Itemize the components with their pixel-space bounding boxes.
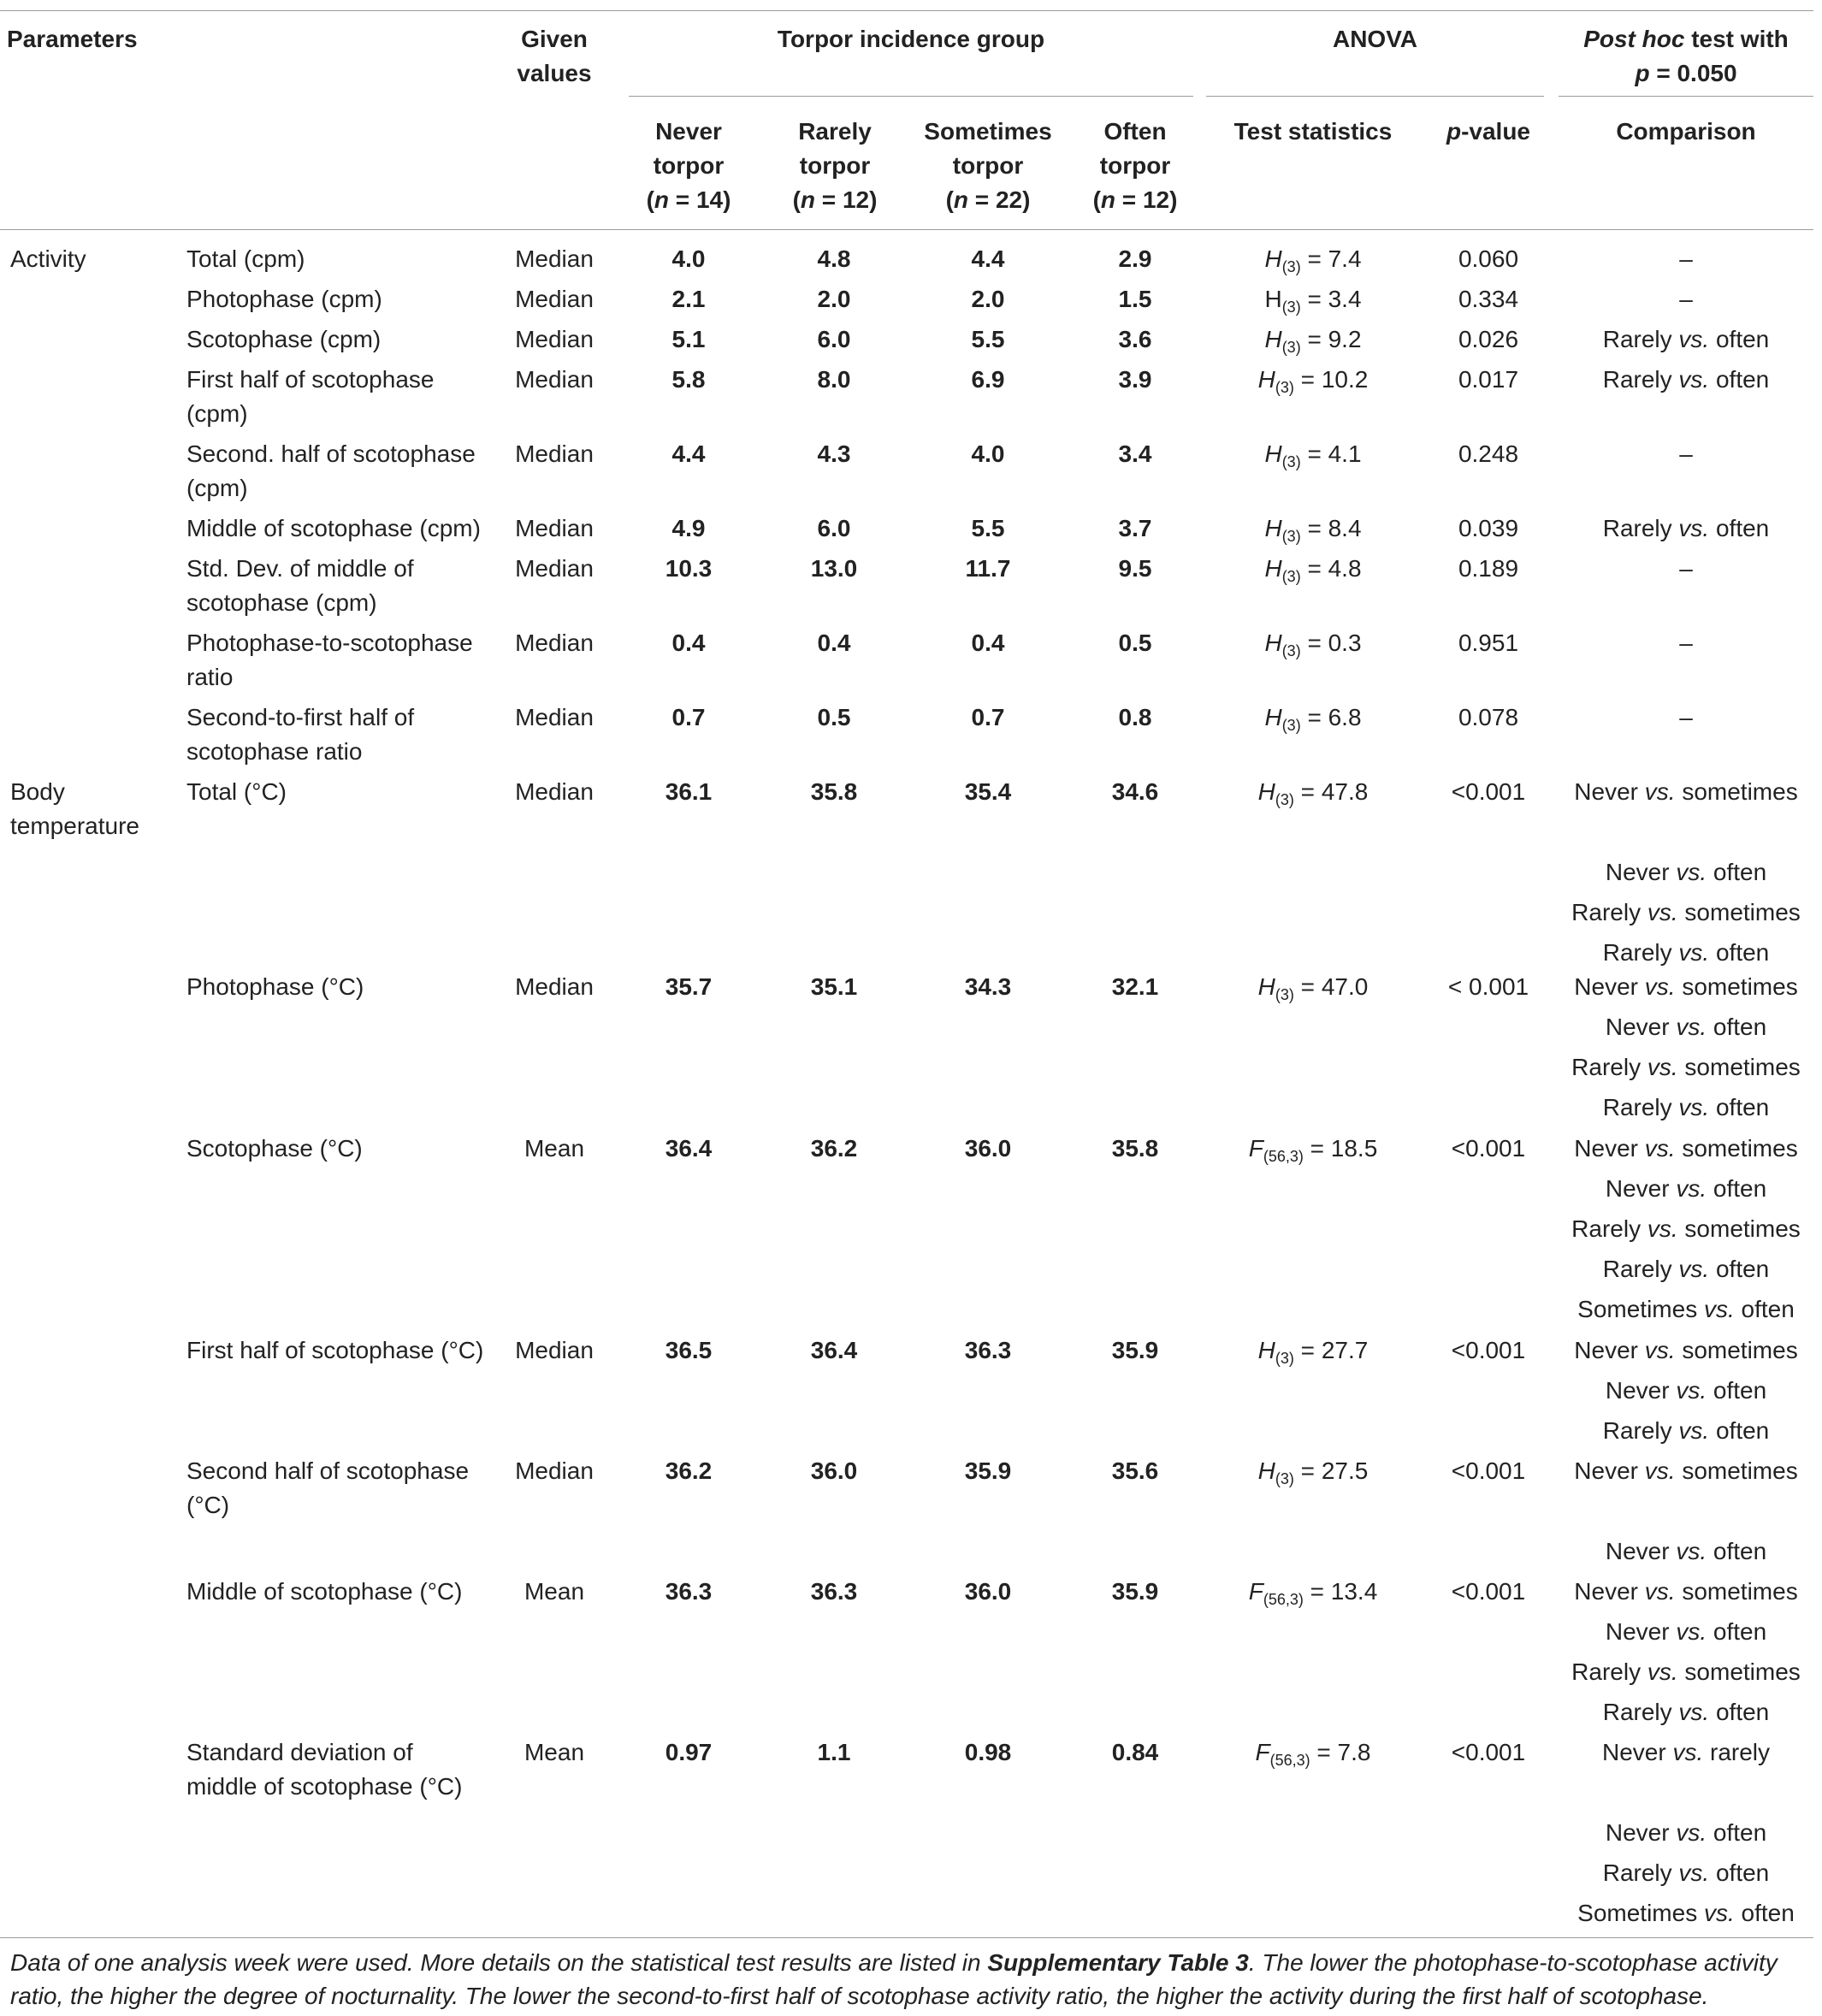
- p-value: <0.001: [1451, 1135, 1526, 1162]
- group-value: 4.9: [671, 515, 706, 541]
- comparison: Never vs. sometimes: [1574, 1337, 1798, 1363]
- comparison: Rarely vs. often: [1602, 1699, 1770, 1725]
- comparison: –: [1679, 245, 1693, 272]
- bottom-rule: [0, 1937, 1813, 1938]
- header-parameters: Parameters: [7, 26, 138, 52]
- parameter-name: [186, 626, 473, 695]
- parameter-line: (°C): [186, 1492, 230, 1518]
- test-statistic: $H_{(3)} = 27.5$: [1257, 1457, 1369, 1487]
- parameter-line: Standard deviation of: [186, 1739, 413, 1765]
- p-value: 0.189: [1458, 555, 1519, 582]
- given-value: Mean: [524, 1135, 585, 1162]
- group-value: 13.0: [810, 555, 858, 582]
- group-value: 4.8: [817, 245, 851, 272]
- parameter-name: [186, 1575, 462, 1609]
- test-statistic: $H_{(3)} = 8.4$: [1264, 515, 1362, 545]
- header-often: [1075, 115, 1195, 217]
- comparison: Never vs. sometimes: [1574, 1135, 1798, 1162]
- p-value: <0.001: [1451, 778, 1526, 805]
- test-statistic: $H_{(3)} = 47.8$: [1257, 778, 1369, 808]
- parameter-name: [186, 242, 305, 276]
- parameter-line: Total (°C): [186, 778, 287, 805]
- group-value: 36.2: [665, 1457, 713, 1484]
- comparison: Never vs. often: [1605, 1014, 1767, 1040]
- comparison: Rarely vs. sometimes: [1571, 1054, 1801, 1080]
- group-rule-posthoc: [1559, 96, 1813, 97]
- table-footnote: [10, 1946, 1815, 2013]
- group-value: 35.8: [1111, 1135, 1159, 1162]
- parameter-line: First half of scotophase (°C): [186, 1337, 484, 1363]
- comparison: Rarely vs. sometimes: [1571, 899, 1801, 925]
- header-post-hoc-p: p: [1635, 60, 1650, 86]
- footnote-link[interactable]: Supplementary Table 3: [987, 1949, 1249, 1976]
- parameter-name: [186, 970, 364, 1004]
- group-value: 6.0: [817, 515, 851, 541]
- group-value: 0.98: [964, 1739, 1012, 1765]
- group-value: 4.4: [671, 440, 706, 467]
- header-sometimes-n: (n = 22): [945, 186, 1031, 213]
- header-never-n: (n = 14): [646, 186, 731, 213]
- group-value: 4.0: [971, 440, 1005, 467]
- header-rarely-l1: Rarely: [798, 118, 872, 145]
- group-value: 3.7: [1118, 515, 1152, 541]
- parameter-line: Photophase-to-scotophase: [186, 630, 473, 656]
- comparison: Never vs. sometimes: [1574, 973, 1798, 1000]
- comparison: –: [1679, 630, 1693, 656]
- p-value: 0.039: [1458, 515, 1519, 541]
- group-value: 11.7: [965, 555, 1011, 582]
- group-value: 6.0: [817, 326, 851, 352]
- given-value: Median: [515, 326, 594, 352]
- parameter-line: Second half of scotophase: [186, 1457, 470, 1484]
- group-value: 36.3: [810, 1578, 858, 1605]
- header-rarely-n: (n = 12): [792, 186, 878, 213]
- header-post-hoc-p-rest: = 0.050: [1649, 60, 1737, 86]
- header-sometimes-l2: torpor: [952, 152, 1024, 179]
- group-value: 34.3: [964, 973, 1012, 1000]
- parameter-name: [186, 552, 414, 620]
- group-value: 35.9: [964, 1457, 1012, 1484]
- given-value: Median: [515, 555, 594, 582]
- test-statistic: $F_{(56,3)} = 13.4$: [1248, 1578, 1378, 1608]
- parameter-line: Scotophase (°C): [186, 1135, 363, 1162]
- group-value: 4.3: [817, 440, 851, 467]
- group-value: 0.4: [817, 630, 851, 656]
- comparison: Rarely vs. sometimes: [1571, 1215, 1801, 1242]
- group-value: 0.97: [665, 1739, 713, 1765]
- header-never-l1: Never: [655, 118, 722, 145]
- group-value: 3.9: [1118, 366, 1152, 393]
- given-value: Median: [515, 366, 594, 393]
- parameter-line: Middle of scotophase (°C): [186, 1578, 463, 1605]
- p-value: < 0.001: [1447, 973, 1529, 1000]
- p-value: <0.001: [1451, 1337, 1526, 1363]
- group-value: 35.6: [1111, 1457, 1159, 1484]
- comparison: Sometimes vs. often: [1577, 1900, 1795, 1926]
- top-rule: [0, 10, 1813, 11]
- test-statistic: $H_{(3)} = 3.4$: [1264, 286, 1362, 316]
- parameter-line: Total (cpm): [186, 245, 305, 272]
- parameter-line: Std. Dev. of middle of: [186, 555, 414, 582]
- test-statistic: $F_{(56,3)} = 7.8$: [1255, 1739, 1371, 1769]
- group-value: 35.9: [1111, 1578, 1159, 1605]
- group-value: 36.5: [665, 1337, 713, 1363]
- group-value: 35.8: [810, 778, 858, 805]
- group-value: 9.5: [1118, 555, 1152, 582]
- parameter-name: [186, 1454, 469, 1522]
- given-value: Median: [515, 1337, 594, 1363]
- group-value: 10.3: [665, 555, 713, 582]
- group-value: 4.0: [671, 245, 706, 272]
- comparison: Never vs. often: [1605, 1538, 1767, 1564]
- group-value: 35.1: [810, 973, 858, 1000]
- parameter-name: [186, 437, 476, 505]
- comparison: –: [1679, 704, 1693, 730]
- parameter-line: First half of scotophase: [186, 366, 435, 393]
- header-comparison: Comparison: [1616, 118, 1756, 145]
- header-post-hoc-italic: Post hoc: [1583, 26, 1685, 52]
- parameter-line: (cpm): [186, 475, 248, 501]
- group-value: 2.0: [817, 286, 851, 312]
- comparison: Sometimes vs. often: [1577, 1296, 1795, 1322]
- group-value: 36.2: [810, 1135, 858, 1162]
- group-label: Body temperature: [10, 778, 139, 839]
- test-statistic: $H_{(3)} = 47.0$: [1257, 973, 1369, 1003]
- parameter-line: scotophase ratio: [186, 738, 363, 765]
- group-value: 0.4: [671, 630, 706, 656]
- comparison: Rarely vs. sometimes: [1571, 1658, 1801, 1685]
- parameter-line: middle of scotophase (°C): [186, 1773, 463, 1800]
- group-label: Activity: [10, 245, 86, 272]
- comparison: Rarely vs. often: [1602, 515, 1770, 541]
- group-value: 2.1: [671, 286, 706, 312]
- group-rule-anova: [1206, 96, 1544, 97]
- group-value: 6.9: [971, 366, 1005, 393]
- group-value: 36.3: [964, 1337, 1012, 1363]
- parameter-name: [186, 775, 287, 809]
- group-value: 36.0: [964, 1578, 1012, 1605]
- given-value: Median: [515, 778, 594, 805]
- comparison: Rarely vs. often: [1602, 1417, 1770, 1444]
- comparison: Never vs. sometimes: [1574, 1578, 1798, 1605]
- given-value: Median: [515, 630, 594, 656]
- parameter-name: [186, 322, 381, 357]
- test-statistic: $H_{(3)} = 4.8$: [1264, 555, 1362, 585]
- p-value: 0.951: [1458, 630, 1519, 656]
- p-value: <0.001: [1451, 1578, 1526, 1605]
- group-value: 1.1: [817, 1739, 851, 1765]
- comparison: Never vs. sometimes: [1574, 1457, 1798, 1484]
- header-sometimes-l1: Sometimes: [924, 118, 1052, 145]
- comparison: Never vs. often: [1605, 1377, 1767, 1404]
- parameter-line: Scotophase (cpm): [186, 326, 382, 352]
- header-bottom-rule: [0, 229, 1813, 230]
- header-often-l2: torpor: [1099, 152, 1171, 179]
- group-value: 36.0: [810, 1457, 858, 1484]
- test-statistic: $H_{(3)} = 9.2$: [1264, 326, 1362, 356]
- comparison: Never vs. sometimes: [1574, 778, 1798, 805]
- group-value: 0.5: [1118, 630, 1152, 656]
- header-rarely: [775, 115, 895, 217]
- group-value: 34.6: [1111, 778, 1159, 805]
- comparison: Rarely vs. often: [1602, 1256, 1770, 1282]
- header-often-n: (n = 12): [1092, 186, 1178, 213]
- parameter-line: Second. half of scotophase: [186, 440, 476, 467]
- p-value: 0.017: [1458, 366, 1519, 393]
- parameter-name: [186, 282, 382, 316]
- test-statistic: $H_{(3)} = 10.2$: [1257, 366, 1369, 396]
- comparison: Never vs. often: [1605, 859, 1767, 885]
- group-value: 0.5: [817, 704, 851, 730]
- header-test-statistics: Test statistics: [1233, 118, 1393, 145]
- given-value: Median: [515, 440, 594, 467]
- group-value: 35.7: [665, 973, 713, 1000]
- group-value: 35.4: [964, 778, 1012, 805]
- group-rule-torpor: [629, 96, 1193, 97]
- group-value: 2.0: [971, 286, 1005, 312]
- group-value: 3.6: [1118, 326, 1152, 352]
- group-value: 5.5: [971, 326, 1005, 352]
- parameter-line: (cpm): [186, 400, 248, 427]
- group-value: 1.5: [1118, 286, 1152, 312]
- header-post-hoc-rest: test with: [1684, 26, 1789, 52]
- given-value: Median: [515, 245, 594, 272]
- group-value: 36.4: [665, 1135, 713, 1162]
- footnote-text: . The lower the photophase-to-scotophase activity ratio, the higher the degree of nocturnality. The lower the second-to-first half of scotophase activity ratio, the higher the activity during the first half of scotophase.: [10, 1949, 1778, 2009]
- parameter-line: ratio: [186, 664, 234, 690]
- group-value: 5.1: [671, 326, 706, 352]
- parameter-name: [186, 511, 481, 546]
- test-statistic: $F_{(56,3)} = 18.5$: [1248, 1135, 1378, 1165]
- p-value: 0.026: [1458, 326, 1519, 352]
- comparison: Never vs. often: [1605, 1618, 1767, 1645]
- parameter-name: [186, 1333, 483, 1368]
- comparison: Rarely vs. often: [1602, 326, 1770, 352]
- header-anova: ANOVA: [1332, 26, 1418, 52]
- parameter-name: [186, 1132, 363, 1166]
- header-sometimes: [911, 115, 1065, 217]
- group-value: 4.4: [971, 245, 1005, 272]
- test-statistic: $H_{(3)} = 0.3$: [1264, 630, 1362, 659]
- given-value: Median: [515, 515, 594, 541]
- p-value: <0.001: [1451, 1739, 1526, 1765]
- parameter-line: Middle of scotophase (cpm): [186, 515, 481, 541]
- given-value: Median: [515, 1457, 594, 1484]
- parameter-line: Photophase (°C): [186, 973, 364, 1000]
- p-value: 0.060: [1458, 245, 1519, 272]
- given-value: Median: [515, 286, 594, 312]
- group-value: 0.7: [671, 704, 706, 730]
- group-value: 32.1: [1111, 973, 1159, 1000]
- comparison: Rarely vs. often: [1602, 366, 1770, 393]
- parameter-name: [186, 1735, 462, 1804]
- comparison: Never vs. often: [1605, 1175, 1767, 1202]
- header-p-value: p-value: [1446, 118, 1531, 145]
- test-statistic: $H_{(3)} = 6.8$: [1264, 704, 1362, 734]
- group-value: 36.0: [964, 1135, 1012, 1162]
- test-statistic: $H_{(3)} = 27.7$: [1257, 1337, 1369, 1367]
- p-value: 0.248: [1458, 440, 1519, 467]
- parameter-name: [186, 701, 414, 769]
- test-statistic: $H_{(3)} = 4.1$: [1264, 440, 1362, 470]
- comparison: Never vs. often: [1605, 1819, 1767, 1846]
- group-value: 3.4: [1118, 440, 1152, 467]
- group-value: 0.8: [1118, 704, 1152, 730]
- comparison: –: [1679, 555, 1693, 582]
- parameter-name: [186, 363, 434, 431]
- given-value: Median: [515, 704, 594, 730]
- given-value: Mean: [524, 1578, 585, 1605]
- group-value: 36.1: [665, 778, 713, 805]
- header-never-l2: torpor: [653, 152, 725, 179]
- group-value: 35.9: [1111, 1337, 1159, 1363]
- p-value: 0.078: [1458, 704, 1519, 730]
- group-value: 0.4: [971, 630, 1005, 656]
- test-statistic: $H_{(3)} = 7.4$: [1264, 245, 1362, 275]
- header-torpor-group: Torpor incidence group: [777, 26, 1045, 52]
- comparison: Never vs. rarely: [1601, 1739, 1771, 1765]
- group-value: 0.7: [971, 704, 1005, 730]
- parameter-line: scotophase (cpm): [186, 589, 377, 616]
- comparison: Rarely vs. often: [1602, 1094, 1770, 1120]
- group-value: 36.4: [810, 1337, 858, 1363]
- comparison: –: [1679, 286, 1693, 312]
- given-value: Median: [515, 973, 594, 1000]
- p-value: <0.001: [1451, 1457, 1526, 1484]
- footnote-text: Data of one analysis week were used. More details on the statistical test results are listed in: [10, 1949, 988, 1976]
- p-value: 0.334: [1458, 286, 1519, 312]
- parameter-line: Second-to-first half of: [186, 704, 415, 730]
- group-value: 0.84: [1111, 1739, 1159, 1765]
- parameter-line: Photophase (cpm): [186, 286, 382, 312]
- header-often-l1: Often: [1103, 118, 1167, 145]
- group-value: 36.3: [665, 1578, 713, 1605]
- given-value: Mean: [524, 1739, 585, 1765]
- group-value: 5.5: [971, 515, 1005, 541]
- comparison: Rarely vs. often: [1602, 1859, 1770, 1886]
- group-value: 5.8: [671, 366, 706, 393]
- comparison: –: [1679, 440, 1693, 467]
- header-given-values: Given values: [517, 26, 592, 86]
- header-post-hoc: [1559, 22, 1813, 91]
- group-value: 2.9: [1118, 245, 1152, 272]
- group-value: 8.0: [817, 366, 851, 393]
- comparison: Rarely vs. often: [1602, 939, 1770, 966]
- header-rarely-l2: torpor: [799, 152, 871, 179]
- header-never: [629, 115, 748, 217]
